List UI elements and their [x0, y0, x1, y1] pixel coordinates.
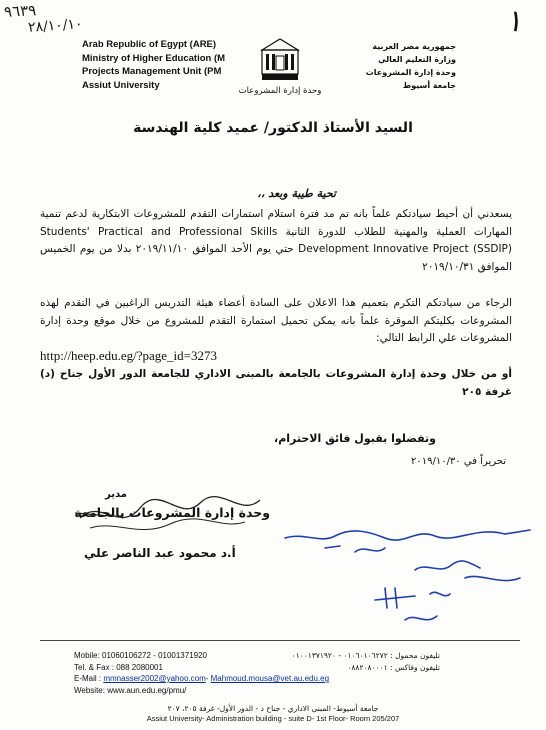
logo-caption: وحدة إدارة المشروعات [238, 86, 322, 96]
handwritten-date: ٢٨/١٠/١٠ [27, 16, 84, 36]
letterhead-ar-line: وزارة التعليم العالي [378, 55, 456, 64]
letterhead-ar-line: جامعة أسيوط [402, 81, 456, 90]
body-paragraph-1: يسعدني أن أحيط سيادتكم علماً بانه تم مد فترة استلام استمارات التقدم للمشروعات الابتكارية لدعم تنمية المهارات العملية والمهنية للطلاب للدورة الثانية Students' Practical and Professional Skills Development Innovative Project (SSDIP) حتي يوم الأحد الموافق ٢٠١٩/١١/١٠ بدلا من يوم الخميس الموافق ٢٠١٩/١٠/٣١ [40, 208, 512, 273]
signature-title: مدير [105, 489, 127, 500]
footer-email-prefix: E-Mail : [74, 674, 104, 683]
footer-ar-fax: تليفون وفاكس : ٠٨٨٢٠٨٠٠٠١ [347, 662, 440, 672]
email-link-1[interactable]: mmnasser2002@yahoo.com [103, 674, 206, 683]
footer-contact-arabic [290, 650, 440, 673]
footer-website[interactable]: Website: www.aun.edu.eg/pmu/ [74, 685, 187, 695]
footer-ar-address: جامعة أسيوط- المبنى الاداري - جناح د - الدور الأول- غرفة ٢٠٥، ٢٠٧ [167, 704, 379, 713]
letterhead-en-line: Arab Republic of Egypt (ARE) [82, 39, 217, 50]
handwritten-reference-number: ٩٦٣٩ [3, 1, 37, 21]
letterhead-arabic [336, 40, 456, 92]
letterhead-en-line: Assiut University [82, 79, 160, 91]
footer-en-address: Assiut University- Administration building - suite D- 1st Floor- Room 205/207 [146, 714, 400, 723]
letterhead-ar-line: وحدة إدارة المشروعات [365, 68, 456, 77]
university-logo-icon [260, 36, 300, 82]
addressee: السيد الأستاذ الدكتور/ عميد كلية الهندسة [133, 120, 413, 136]
letterhead-en-line: Projects Management Unit (PM [82, 66, 222, 77]
greeting: تحية طيبة وبعد ،، [257, 187, 336, 200]
letterhead-en-line: Ministry of Higher Education (M [82, 52, 226, 64]
footer-divider [40, 640, 520, 641]
footer-mobile: Mobile: 01060106272 - 01001371920 [74, 651, 208, 660]
email-link-2[interactable]: Mahmoud.mousa@vet.au.edu.eg [210, 674, 330, 683]
closing-salutation: وتفضلوا بقبول فائق الاحترام، [274, 432, 436, 445]
blue-handwritten-note-icon [265, 508, 545, 638]
letterhead-english [82, 38, 257, 92]
signature-unit: وحدة إدارة المشروعات بالجامعة [74, 505, 270, 520]
date-written: تحريراً في ٢٠١٩/١٠/٣٠ [410, 456, 506, 467]
footer-email-row [74, 673, 329, 685]
footer-address [0, 704, 546, 724]
footer-email-separator: - [205, 674, 211, 683]
application-form-link[interactable]: http://heep.edu.eg/?page_id=3273 [40, 348, 218, 363]
letterhead-ar-line: جمهورية مصر العربية [372, 42, 456, 51]
signatory-name: أ.د محمود عبد الناصر علي [84, 546, 236, 560]
body-paragraph-3: أو من خلال وحدة إدارة المشروعات بالجامعة بالمبنى الاداري للجامعة الدور الأول جناح (د) غرفة ٢٠٥ [40, 368, 512, 398]
footer-ar-phone: تليفون محمول : ٠١٠٦٠١٠٦٢٧٢ - ٠١٠٠١٣٧١٩٢٠ [291, 651, 440, 660]
footer-tel-fax: Tel. & Fax : 088 2080001 [74, 662, 163, 672]
body-paragraph-2: الرجاء من سيادتكم التكرم بتعميم هذا الاعلان على السادة أعضاء هيئة التدريس الراغبين في التقدم لهذه المشروعات بكليتكم الموقرة علماً بانه يمكن تحميل استمارة التقدم للمشروع من خلال موقع وحدة إدارة المشروعات علي الرابط التالي: [40, 297, 512, 344]
handwritten-page-mark: ١ [504, 2, 527, 41]
